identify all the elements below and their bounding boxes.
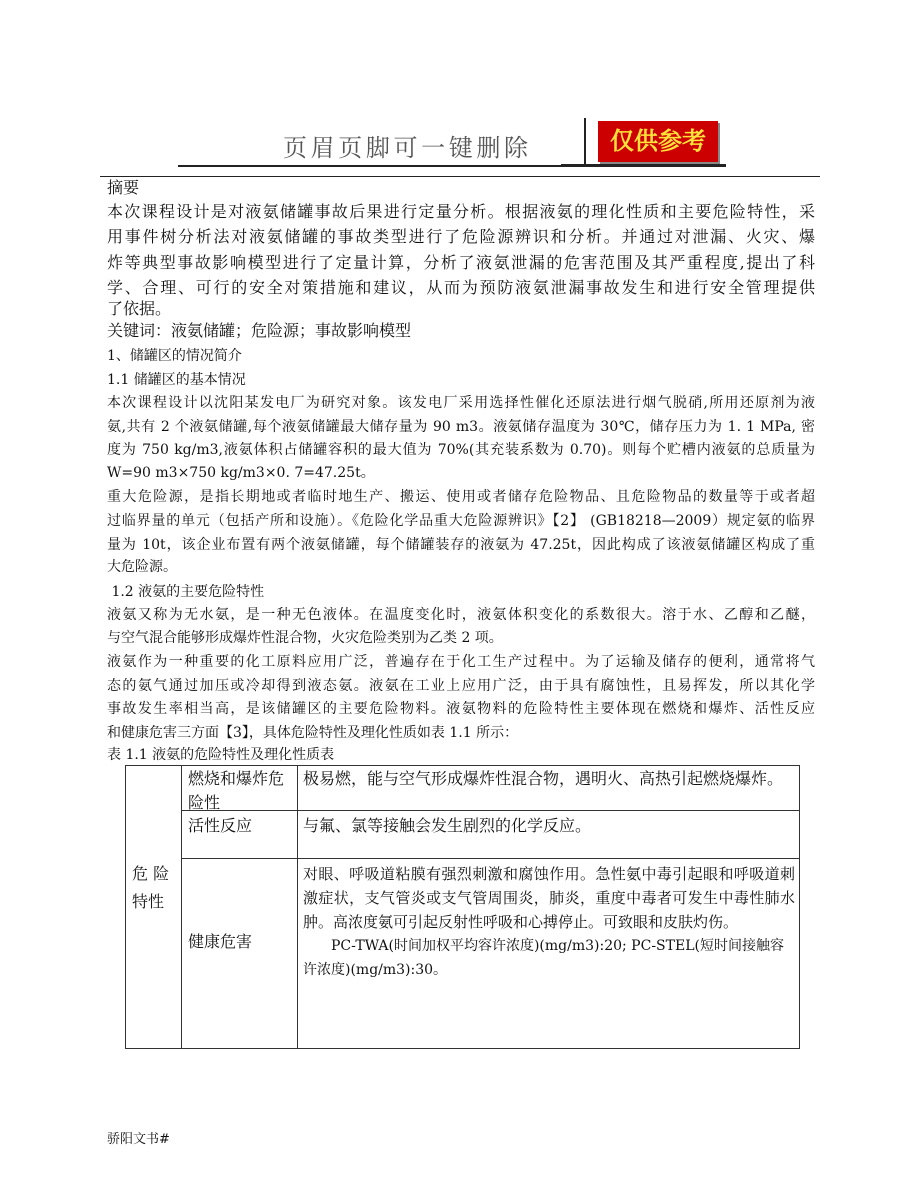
paragraph-line: 大危险源。 — [107, 559, 177, 575]
abstract-line: 用事件树分析法对液氨储罐的事故类型进行了危险源辨识和分析。并通过对泄漏、火灾、爆 — [107, 227, 815, 246]
footer-text: 骄阳文书# — [107, 1132, 170, 1147]
abstract-line: 学、合理、可行的安全对策措施和建议，从而为预防液氨泄漏事故发生和进行安全管理提供 — [107, 278, 815, 297]
paragraph-line: 液氨又称为无水氨，是一种无色液体。在温度变化时，液氨体积变化的系数很大。溶于水、乙醇和乙醚， — [107, 607, 815, 623]
table-col-divider — [181, 765, 182, 1048]
abstract-title: 摘要 — [107, 178, 140, 197]
table-caption: 表 1.1 液氨的危险特性及理化性质表 — [107, 747, 335, 763]
paragraph-line: 事故发生率相当高，是该储罐区的主要危险物料。液氨物料的危险特性主要体现在燃烧和爆炸、活性反应 — [107, 701, 815, 717]
header-rule — [100, 176, 820, 177]
paragraph-line: 与空气混合能够形成爆炸性混合物，火灾危险类别为乙类 2 项。 — [107, 630, 503, 646]
abstract-line: 炸等典型事故影响模型进行了定量计算，分析了液氨泄漏的危害范围及其严重程度,提出了科 — [107, 253, 815, 272]
table-row-desc: 与氟、氯等接触会发生剧烈的化学反应。 — [303, 816, 592, 835]
table-row-name: 健康危害 — [188, 932, 253, 951]
paragraph-line: 量为 10t，该企业布置有两个液氨储罐，每个储罐装存的液氨为 47.25t，因此构成了该液氨储罐区构成了重 — [107, 537, 815, 553]
table-group-label: 危 险 特性 — [132, 864, 170, 911]
table-row-name: 燃烧和爆炸危险性 — [188, 769, 285, 812]
subsection-heading: 1.1 储罐区的基本情况 — [107, 372, 246, 388]
abstract-line: 本次课程设计是对液氨储罐事故后果进行定量分析。根据液氨的理化性质和主要危险特性，采 — [107, 202, 815, 221]
table-row-desc-wrapper — [303, 862, 795, 982]
table-row-name: 活性反应 — [188, 816, 253, 835]
paragraph-line: 液氨作为一种重要的化工原料应用广泛，普遍存在于化工生产过程中。为了运输及储存的便利，通常将气 — [107, 654, 815, 670]
keywords: 关键词：液氨储罐；危险源；事故影响模型 — [107, 321, 412, 340]
paragraph-line: 和健康危害三方面【3】，具体危险特性及理化性质如表 1.1 所示： — [107, 725, 519, 741]
header-watermark-text: 页眉页脚可一键删除 — [283, 134, 528, 162]
paragraph-line: W=90 m3×750 kg/m3×0. 7=47.25t。 — [107, 465, 375, 481]
table-row-desc: 极易燃，能与空气形成爆炸性混合物，遇明火、高热引起燃烧爆炸。 — [303, 769, 784, 788]
table-row-desc-limits: PC-TWA(时间加权平均容许浓度)(mg/m3):20; PC-STEL(短时间接触容许浓度)(mg/m3):30。 — [303, 938, 784, 978]
table-row-desc: 对眼、呼吸道粘膜有强烈刺激和腐蚀作用。急性氨中毒引起眼和呼吸道刺激症状，支气管炎或支气管周围炎，肺炎，重度中毒者可发生中毒性肺水肿。高浓度氨可引起反射性呼吸和心搏停止。可致眼和皮肤灼伤。 — [303, 865, 795, 931]
paragraph-line: 过临界量的单元（包括产所和设施）。《危险化学品重大危险源辨识》【2】 (GB18218—2009）规定氨的临界 — [107, 513, 815, 529]
paragraph-line: 态的氨气通过加压或冷却得到液态氨。液氨在工业上应用广泛，由于具有腐蚀性，且易挥发，所以其化学 — [107, 678, 815, 694]
table-row-divider — [181, 858, 799, 859]
reference-only-badge: 仅供参考 — [598, 121, 718, 162]
section-heading: 1、储罐区的情况简介 — [107, 348, 242, 364]
table-col-divider — [297, 765, 298, 1048]
paragraph-line: 度为 750 kg/m3,液氨体积占储罐容积的最大值为 70%(其充装系数为 0.70)。则每个贮槽内液氨的总质量为 — [107, 442, 815, 458]
header-underline — [178, 165, 561, 167]
abstract-line: 了依据。 — [107, 299, 172, 318]
paragraph-line: 重大危险源，是指长期地或者临时地生产、搬运、使用或者储存危险物品、且危险物品的数量等于或者超 — [107, 489, 815, 505]
subsection-heading: 1.2 液氨的主要危险特性 — [107, 584, 265, 600]
header-divider — [584, 118, 586, 166]
paragraph-line: 氨,共有 2 个液氨储罐,每个液氨储罐最大储存量为 90 m3。液氨储存温度为 30℃，储存压力为 1. 1 MPa, 密 — [107, 419, 815, 435]
paragraph-line: 本次课程设计以沈阳某发电厂为研究对象。该发电厂采用选择性催化还原法进行烟气脱硝,所用还原剂为液 — [107, 395, 815, 411]
